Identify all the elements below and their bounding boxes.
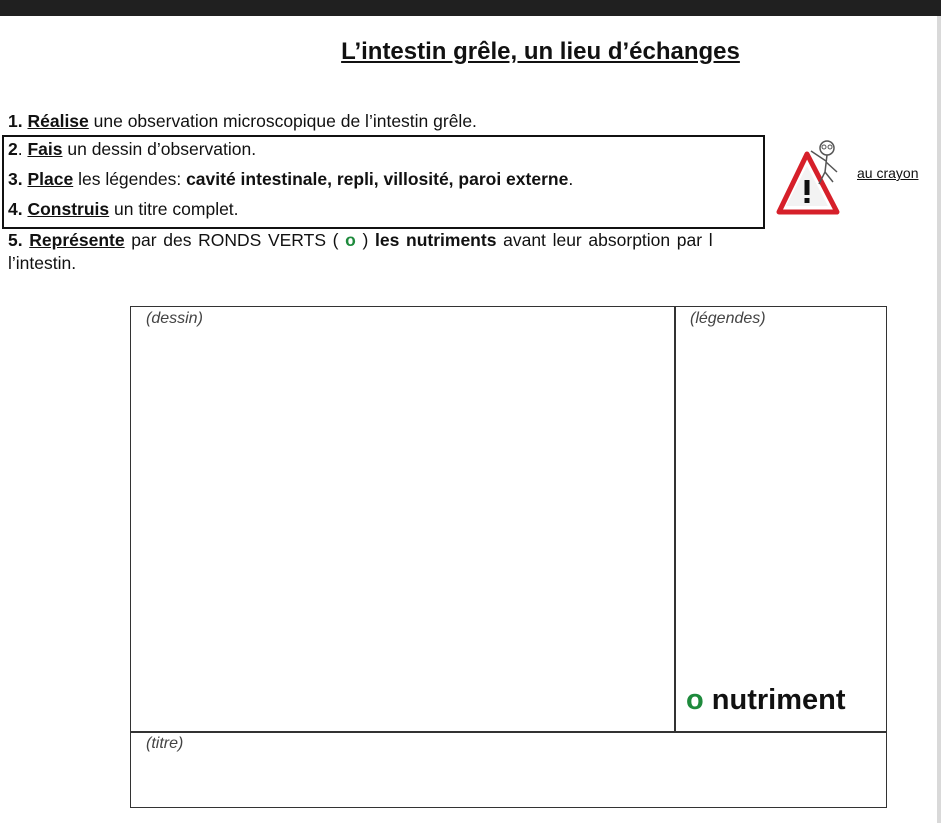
step-3 [8, 168, 573, 190]
step-text: les légendes: [73, 169, 187, 189]
step-2 [8, 138, 256, 160]
pencil-note: au crayon [857, 165, 919, 181]
step-1 [8, 110, 477, 132]
step-verb: Réalise [27, 111, 89, 131]
nutrient-legend-text: nutriment [703, 684, 846, 716]
title-area-label[interactable]: (titre) [146, 735, 184, 752]
nutrient-legend [686, 684, 846, 717]
step-5-continued: l’intestin. [8, 253, 77, 273]
step-separator: . [17, 139, 28, 159]
step-number: 4. [8, 199, 23, 219]
green-circle-symbol: o [686, 684, 704, 716]
answer-frame [130, 306, 887, 808]
frame-divider-vertical [674, 306, 676, 731]
step-text: avant leur absorption par l [496, 230, 713, 250]
drawing-area-label[interactable]: (dessin) [146, 310, 203, 327]
step-text: par des RONDS VERTS ( [124, 230, 346, 250]
step-verb: Fais [27, 139, 63, 159]
legend-terms: cavité intestinale, repli, villosité, paroi externe [186, 169, 569, 189]
step-text-end: . [568, 169, 574, 189]
step-text: un dessin d’observation. [62, 139, 257, 159]
step-number: 1. [8, 111, 23, 131]
step-verb: Place [27, 169, 74, 189]
step-number: 3. [8, 169, 23, 189]
step-text: un titre complet. [109, 199, 239, 219]
step-number: 2 [8, 139, 18, 159]
step-text: une observation microscopique de l’intestin grêle. [88, 111, 477, 131]
warning-pencil-icon [775, 136, 845, 220]
step-number: 5. [8, 230, 23, 250]
step-verb: Représente [29, 230, 125, 250]
nutrients-term: les nutriments [375, 230, 497, 250]
top-bar [0, 0, 941, 16]
legend-area-label[interactable]: (légendes) [690, 310, 766, 327]
step-text: ) [355, 230, 376, 250]
step-5 [8, 229, 713, 251]
green-circle-symbol: o [345, 230, 356, 250]
page-title: L’intestin grêle, un lieu d’échanges [341, 38, 740, 65]
step-4 [8, 198, 239, 220]
frame-divider-horizontal [130, 731, 887, 733]
page-edge [937, 16, 941, 823]
step-verb: Construis [27, 199, 110, 219]
